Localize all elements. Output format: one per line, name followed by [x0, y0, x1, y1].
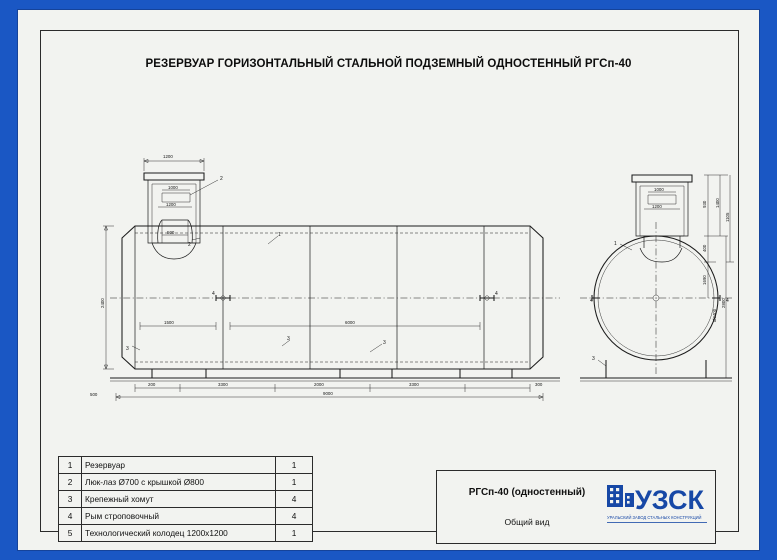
side-view	[580, 175, 734, 381]
callout-front-3a: 3	[126, 346, 129, 352]
callout-front-3c: 3	[287, 336, 290, 342]
drawing-canvas	[40, 30, 737, 530]
logo-main: УЗСК	[635, 485, 705, 515]
callout-front-2: 2	[220, 176, 223, 182]
callout-side-4a: 4	[590, 298, 593, 304]
row-name: Технологический колодец 1200x1200	[82, 525, 276, 542]
technical-drawing	[40, 30, 737, 530]
dim-side-hatch-w: 1200	[652, 204, 662, 209]
stamp-view: Общий вид	[504, 517, 550, 527]
dim-base-c: 2000	[314, 382, 324, 387]
dim-hatch-width: 1000	[168, 185, 178, 190]
dim-base-b: 3300	[218, 382, 228, 387]
dim-neck: 500	[167, 230, 175, 235]
row-name: Резервуар	[82, 457, 276, 474]
row-qty: 4	[276, 491, 313, 508]
company-logo	[605, 479, 709, 535]
row-num: 4	[59, 508, 82, 525]
dim-side-h3: 1105	[725, 212, 730, 222]
dim-base-e: 300	[535, 382, 543, 387]
factory-icon	[607, 485, 634, 507]
dim-side-h5: 1690	[702, 275, 707, 285]
callout-side-3: 3	[592, 356, 595, 362]
row-num: 3	[59, 491, 82, 508]
drawing-sheet	[18, 10, 759, 550]
table-row	[59, 491, 313, 508]
dim-seg1: 1500	[164, 320, 174, 325]
table-row	[59, 474, 313, 491]
title-block	[436, 470, 716, 544]
row-name: Крепежный хомут	[82, 491, 276, 508]
row-num: 2	[59, 474, 82, 491]
row-qty: 4	[276, 508, 313, 525]
callout-front-4a: 4	[212, 291, 215, 297]
callout-side-4b: 4	[726, 298, 729, 304]
callout-front-2b: 2	[188, 242, 191, 248]
row-name: Рым строповочный	[82, 508, 276, 525]
page-title: РЕЗЕРВУАР ГОРИЗОНТАЛЬНЫЙ СТАЛЬНОЙ ПОДЗЕМНЫЙ ОДНОСТЕННЫЙ РГСп-40	[145, 58, 632, 70]
dim-base-a: 200	[148, 382, 156, 387]
dim-side-h1: 930	[702, 200, 707, 208]
row-qty: 1	[276, 474, 313, 491]
dim-hatch-height: 1200	[166, 202, 176, 207]
dim-tank-height: 2400	[100, 298, 105, 308]
dim-well-width: 1200	[163, 154, 173, 159]
callout-side-1: 1	[614, 241, 617, 247]
dim-side-h2: 1400	[715, 198, 720, 208]
logo-sub: УРАЛЬСКИЙ ЗАВОД СТАЛЬНЫХ КОНСТРУКЦИЙ	[607, 515, 702, 520]
table-row	[59, 457, 313, 474]
dim-side-well-top: 1000	[654, 187, 664, 192]
table-row	[59, 525, 313, 542]
row-qty: 1	[276, 525, 313, 542]
dim-side-diameter: Ø2400	[712, 308, 717, 322]
row-name: Люк-лаз Ø700 с крышкой Ø800	[82, 474, 276, 491]
callout-front-1: 1	[278, 232, 281, 238]
dim-total-length: 9000	[323, 391, 333, 396]
dim-side-h6: 2800	[721, 298, 726, 308]
dim-base-d: 3300	[409, 382, 419, 387]
row-qty: 1	[276, 457, 313, 474]
spec-table	[58, 456, 313, 542]
dim-side-h4: 400	[702, 244, 707, 252]
row-num: 1	[59, 457, 82, 474]
row-num: 5	[59, 525, 82, 542]
callout-front-4b: 4	[495, 291, 498, 297]
front-view	[90, 154, 560, 401]
table-row	[59, 508, 313, 525]
callout-front-3b: 3	[383, 340, 386, 346]
dim-base-left: 500	[90, 392, 98, 397]
stamp-name: РГСп-40 (одностенный)	[468, 487, 586, 498]
dim-seg2: 6000	[345, 320, 355, 325]
